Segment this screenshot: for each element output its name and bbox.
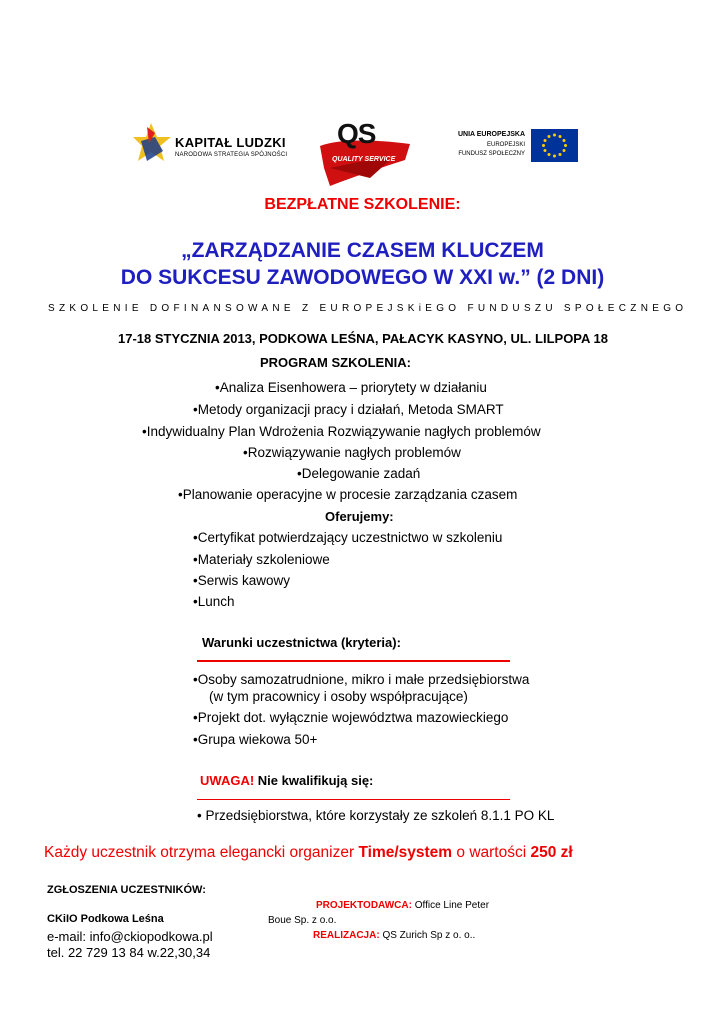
gift-value: 250 zł — [530, 844, 573, 861]
program-item-6: •Planowanie operacyjne w procesie zarządzania czasem — [178, 487, 518, 502]
gift-line — [44, 844, 573, 862]
eu-flag-icon — [531, 129, 578, 162]
eu-line2: EUROPEJSKI — [486, 142, 525, 148]
gift-part1: Każdy uczestnik otrzyma elegancki organizer — [44, 844, 359, 861]
cofinance-line — [48, 298, 687, 316]
warning — [200, 773, 373, 788]
qs-letters: QS — [337, 118, 376, 149]
eu-line1: UNIA EUROPEJSKA — [457, 131, 525, 138]
registration-email: e-mail: info@ckiopodkowa.pl — [47, 929, 213, 944]
gift-part2: o wartości — [452, 844, 531, 861]
qs-subtitle: QUALITY SERVICE — [332, 156, 396, 163]
registration-org: CKiIO Podkowa Leśna — [47, 913, 164, 925]
conditions-title: Warunki uczestnictwa (kryteria): — [202, 635, 401, 650]
registration-title: ZGŁOSZENIA UCZESTNIKÓW: — [47, 884, 206, 896]
project-value-cont: Boue Sp. z o.o. — [268, 915, 337, 926]
condition-item-2: •Projekt dot. wyłącznie województwa mazowieckiego — [193, 710, 509, 725]
condition-item-1-cont: (w tym pracownicy i osoby współpracujące) — [209, 689, 468, 704]
project-value: Office Line Peter — [411, 900, 490, 911]
program-item-4: •Rozwiązywanie nagłych problemów — [243, 445, 461, 460]
realization-line — [313, 930, 475, 941]
date-place: 17-18 STYCZNIA 2013, PODKOWA LEŚNA, PAŁACYK KASYNO, UL. LILPOPA 18 — [118, 331, 608, 346]
title-line2: DO SUKCESU ZAWODOWEGO W XXI w.” (2 DNI) — [120, 266, 605, 289]
realization-label: REALIZACJA: — [313, 930, 380, 941]
condition-item-3: •Grupa wiekowa 50+ — [193, 732, 318, 747]
heading: BEZPŁATNE SZKOLENIE: — [264, 196, 461, 213]
kapital-ludzki-subtitle: NARODOWA STRATEGIA SPÓJNOŚCI — [175, 152, 288, 158]
title-line1: „ZARZĄDZANIE CZASEM KLUCZEM — [181, 239, 544, 262]
offer-item-1: •Certyfikat potwierdzający uczestnictwo w szkoleniu — [193, 530, 503, 545]
exclusion-item: • Przedsiębiorstwa, które korzystały ze szkoleń 8.1.1 PO KL — [197, 808, 555, 823]
warning-label: UWAGA! — [200, 773, 255, 788]
conditions-divider — [197, 660, 510, 662]
kapital-ludzki-emblem-icon — [133, 121, 173, 169]
offer-item-2: •Materiały szkoleniowe — [193, 552, 330, 567]
offer-item-4: •Lunch — [193, 594, 235, 609]
eu-line3: FUNDUSZ SPOŁECZNY — [458, 151, 525, 157]
gift-brand: Time/system — [358, 844, 453, 861]
program-item-3: •Indywidualny Plan Wdrożenia Rozwiązywanie nagłych problemów — [142, 424, 541, 439]
offer-item-3: •Serwis kawowy — [193, 573, 290, 588]
cofinance-text: SZKOLENIE DOFINANSOWANE Z EUROPEJSKiEGO FUNDUSZU SPOŁECZNEGO — [48, 303, 688, 314]
project-line — [316, 900, 489, 911]
program-title: PROGRAM SZKOLENIA: — [260, 355, 411, 370]
offer-title: Oferujemy: — [325, 509, 394, 524]
kapital-ludzki-name: KAPITAŁ LUDZKI — [175, 135, 286, 150]
registration-phone: tel. 22 729 13 84 w.22,30,34 — [47, 945, 211, 960]
eu-logo — [445, 127, 580, 167]
project-label: PROJEKTODAWCA: — [316, 900, 412, 911]
program-item-2: •Metody organizacji pracy i działań, Metoda SMART — [193, 402, 504, 417]
warning-divider — [197, 799, 510, 800]
kapital-ludzki-logo — [133, 121, 293, 169]
qs-logo — [310, 118, 420, 188]
realization-value: QS Zurich Sp z o. o.. — [379, 930, 476, 941]
program-item-5: •Delegowanie zadań — [297, 466, 421, 481]
condition-item-1: •Osoby samozatrudnione, mikro i małe przedsiębiorstwa — [193, 672, 530, 687]
program-item-1: •Analiza Eisenhowera – priorytety w działaniu — [215, 380, 487, 395]
warning-text: Nie kwalifikują się: — [254, 773, 374, 788]
